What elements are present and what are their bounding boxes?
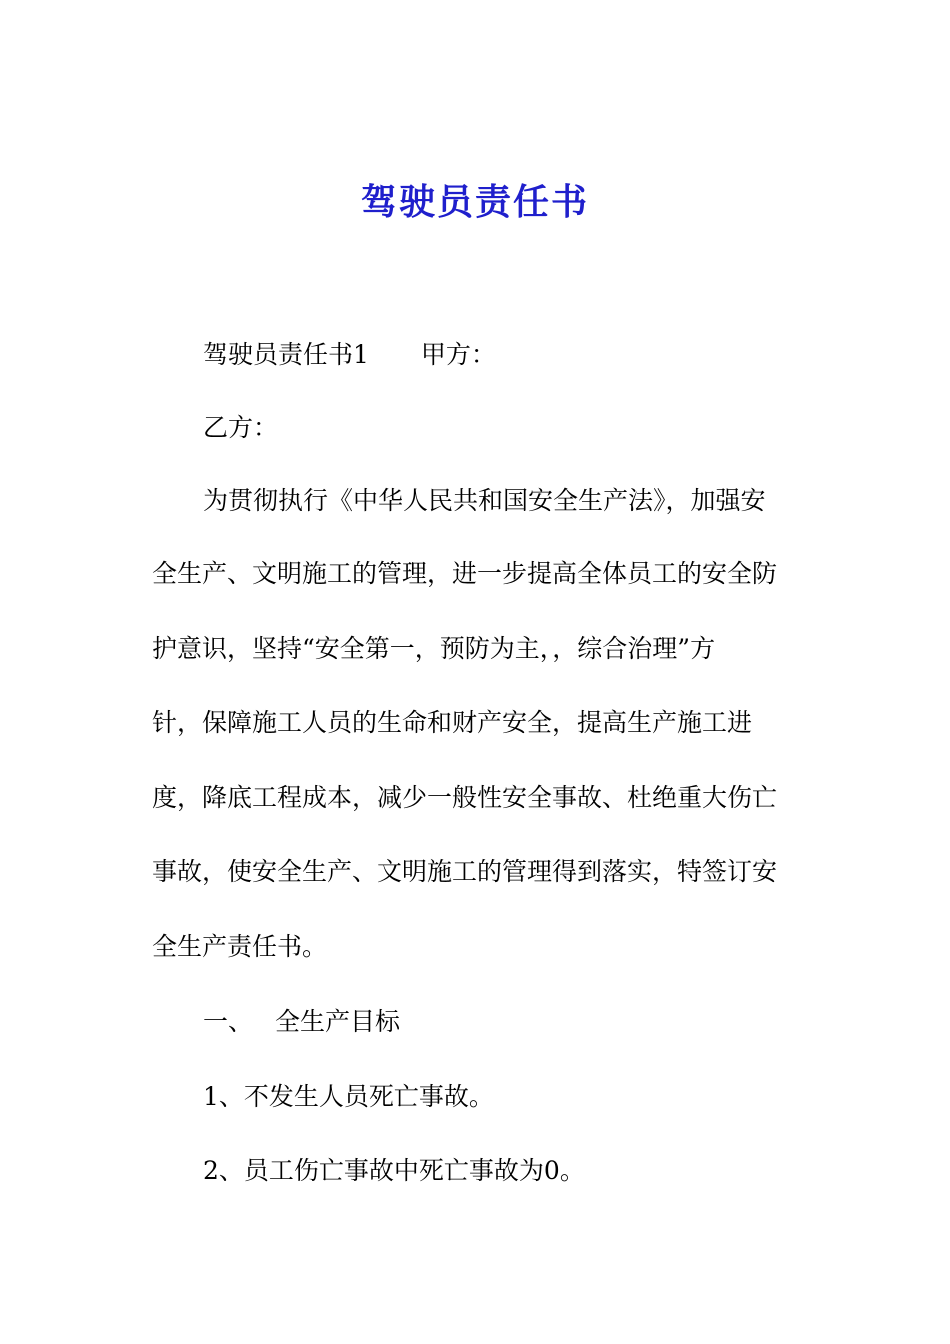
section-title: 全生产目标 <box>275 1007 401 1036</box>
section-number: 一、 <box>203 1007 254 1036</box>
paragraph-line-2: 全生产、文明施工的管理，进一步提高全体员工的安全防 <box>152 559 778 588</box>
paragraph-line-6: 事故，使安全生产、文明施工的管理得到落实，特签订安 <box>152 857 778 886</box>
heading-line <box>203 337 496 373</box>
list-item: 1、不发生人员死亡事故。 <box>203 1082 494 1111</box>
paragraph-line-4: 针，保障施工人员的生命和财产安全，提高生产施工进 <box>152 708 753 737</box>
paragraph-line-7: 全生产责任书。 <box>152 932 328 961</box>
party-b-label: 乙方： <box>203 413 279 442</box>
document-title: 驾驶员责任书 <box>360 181 589 223</box>
heading-label: 驾驶员责任书1 <box>203 340 369 369</box>
list-item: 2、员工伤亡事故中死亡事故为0。 <box>203 1156 585 1185</box>
paragraph-line-1: 为贯彻执行《中华人民共和国安全生产法》，加强安 <box>203 486 766 515</box>
paragraph-line-3: 护意识，坚持“安全第一，预防为主，，综合治理”方 <box>152 634 716 663</box>
party-a-label: 甲方： <box>420 340 496 369</box>
paragraph-line-5: 度，降底工程成本，减少一般性安全事故、杜绝重大伤亡 <box>152 783 778 812</box>
section-heading <box>203 1004 400 1040</box>
